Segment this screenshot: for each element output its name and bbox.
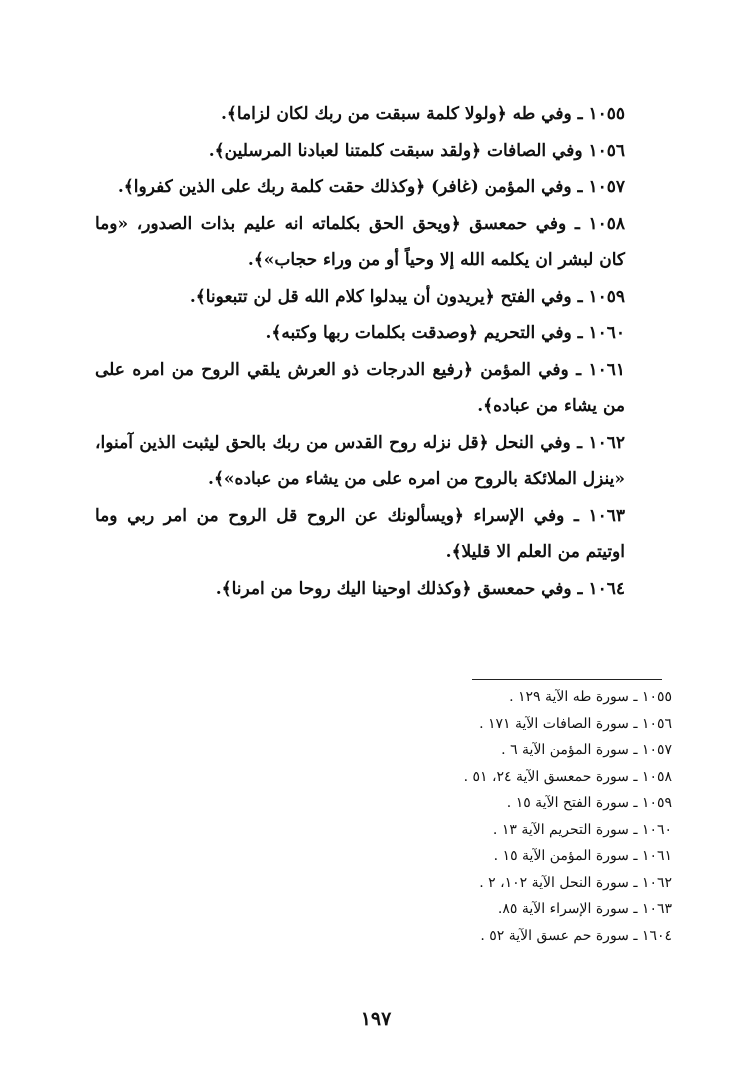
- footnote-1060: ١٠٦٠ ـ سورة التحريم الآية ١٣ .: [492, 821, 672, 838]
- footnote-1062: ١٠٦٢ ـ سورة النحل الآية ١٠٢، ٢ .: [479, 874, 672, 891]
- entry-1058: ١٠٥٨ ـ وفي حمعسق ﴿ويحق الحق بكلماته انه عليم بذات الصدور، «وما كان لبشر ان يكلمه الله إلا وحياً أو من وراء حجاب»﴾.: [95, 213, 625, 270]
- entry-1060: ١٠٦٠ ـ وفي التحريم ﴿وصدقت بكلمات ربها وكتبه﴾.: [265, 323, 625, 343]
- footnote-separator-rule: [472, 679, 662, 680]
- footnote-1059: ١٠٥٩ ـ سورة الفتح الآية ١٥ .: [506, 795, 672, 811]
- entry-1064: ١٠٦٤ ـ وفي حمعسق ﴿وكذلك اوحينا اليك روحا من امرنا﴾.: [215, 578, 625, 599]
- main-text-body: [95, 96, 655, 607]
- entry-1056: ١٠٥٦ وفي الصافات ﴿ولقد سبقت كلمتنا لعبادنا المرسلين﴾.: [208, 140, 625, 161]
- footnote-1064: ١٦٠٤ ـ سورة حم عسق الآية ٥٢ .: [480, 927, 672, 944]
- footnote-1058: ١٠٥٨ ـ سورة حمعسق الآية ٢٤، ٥١ .: [463, 768, 672, 785]
- entry-1057: ١٠٥٧ ـ وفي المؤمن (غافر) ﴿وكذلك حقت كلمة ربك على الذين كفروا﴾.: [117, 177, 625, 197]
- page-number: ١٩٧: [360, 1008, 392, 1030]
- footnote-1056: ١٠٥٦ ـ سورة الصافات الآية ١٧١ .: [479, 715, 672, 732]
- footnote-1061: ١٠٦١ ـ سورة المؤمن الآية ١٥ .: [493, 848, 672, 864]
- entry-1059: ١٠٥٩ ـ وفي الفتح ﴿يريدون أن يبدلوا كلام الله قل لن تتبعونا﴾.: [189, 286, 625, 307]
- footnote-1063: ١٠٦٣ ـ سورة الإسراء الآية ٨٥.: [497, 901, 672, 917]
- entry-1055: ١٠٥٥ ـ وفي طه ﴿ولولا كلمة سبقت من ربك لكان لزاما﴾.: [221, 104, 625, 124]
- entry-1061: ١٠٦١ ـ وفي المؤمن ﴿رفيع الدرجات ذو العرش يلقي الروح من امره على من يشاء من عباده﴾.: [95, 359, 625, 416]
- footnote-1055: ١٠٥٥ ـ سورة طه الآية ١٢٩ .: [509, 689, 672, 705]
- entry-1062: ١٠٦٢ ـ وفي النحل ﴿قل نزله روح القدس من ربك بالحق ليثبت الذين آمنوا، «ينزل الملائكة بالروح من امره على من يشاء من عباده»﴾.: [95, 432, 625, 489]
- footnotes-section: [380, 684, 672, 949]
- entry-1063: ١٠٦٣ ـ وفي الإسراء ﴿ويسألونك عن الروح قل الروح من امر ربي وما اوتيتم من العلم الا قليلا﴾.: [95, 505, 625, 562]
- footnote-1057: ١٠٥٧ ـ سورة المؤمن الآية ٦ .: [501, 742, 672, 758]
